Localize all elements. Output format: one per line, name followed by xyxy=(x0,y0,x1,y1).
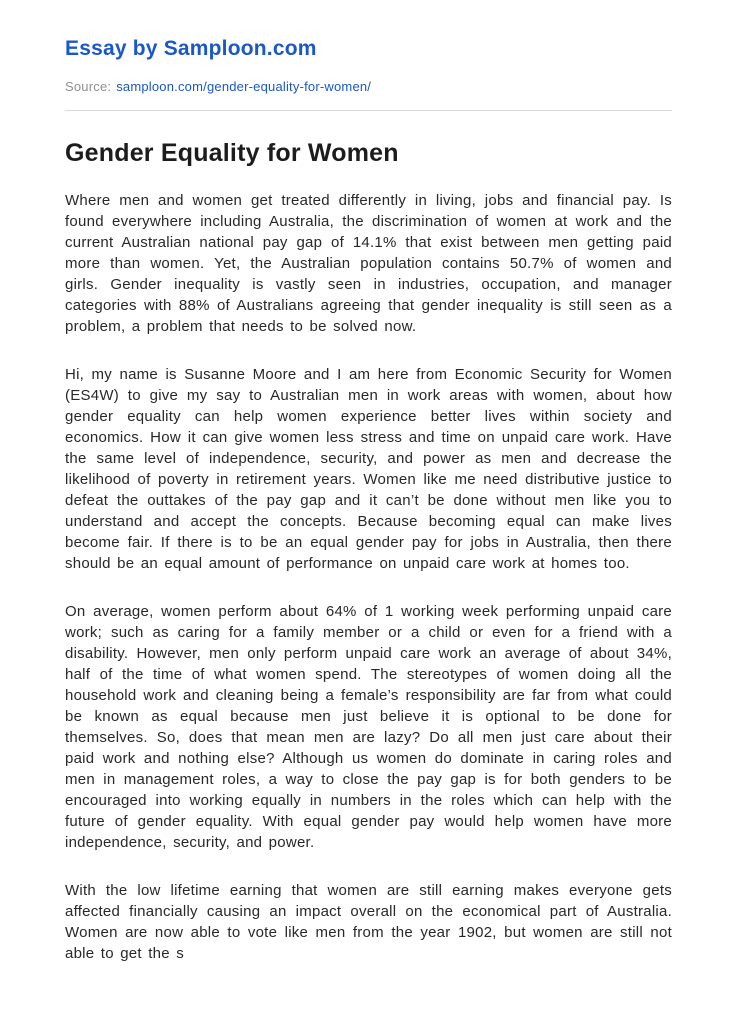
essay-paragraph-3: On average, women perform about 64% of 1 working week performing unpaid care work; such as caring for a family member or a child or even for a friend with a disability. However, men only perform unpaid care work an average of about 34%, half of the time of what women spend. The stereotypes of women doing all the household work and cleaning being a female’s responsibility are far from what could be known as equal because men just believe it is optional to be done for themselves. So, does that mean men are lazy? Do all men just care about their paid work and nothing else? Although us women do dominate in caring roles and men in management roles, a way to close the pay gap is for both genders to be encouraged into working equally in numbers in the roles which can help with the future of gender equality. With equal gender pay would help women have more independence, security, and power. xyxy=(65,603,672,851)
brand-heading: Essay by Samploon.com xyxy=(65,37,317,60)
source-label: Source: xyxy=(65,79,112,94)
essay-paragraph-4: With the low lifetime earning that women are still earning makes everyone gets affected financially causing an impact overall on the economical part of Australia. Women are now able to vote like men from the year 1902, but women are still not able to get the s xyxy=(65,882,672,962)
header-divider xyxy=(65,110,672,111)
essay-paragraph-2: Hi, my name is Susanne Moore and I am here from Economic Security for Women (ES4W) to give my say to Australian men in work areas with women, about how gender equality can help women experience better lives within society and economics. How it can give women less stress and time on unpaid care work. Have the same level of independence, security, and power as men and decrease the likelihood of poverty in retirement years. Women like me need distributive justice to defeat the outtakes of the pay gap and it can’t be done without men like you to understand and accept the concepts. Because becoming equal can make lives become fair. If there is to be an equal gender pay for jobs in Australia, then there should be an equal amount of performance on unpaid care work at homes too. xyxy=(65,366,672,572)
document-header xyxy=(65,36,672,111)
source-link[interactable]: samploon.com/gender-equality-for-women/ xyxy=(116,79,372,94)
source-row xyxy=(65,78,672,96)
essay-title: Gender Equality for Women xyxy=(65,139,399,167)
essay-paragraph-1: Where men and women get treated differently in living, jobs and financial pay. Is found everywhere including Australia, the discrimination of women at work and the current Australian national pay gap of 14.1% that exist between men getting paid more than women. Yet, the Australian population contains 50.7% of women and girls. Gender inequality is vastly seen in industries, occupation, and manager categories with 88% of Australians agreeing that gender inequality is still seen as a problem, a problem that needs to be solved now. xyxy=(65,192,672,335)
essay-body xyxy=(65,137,672,964)
